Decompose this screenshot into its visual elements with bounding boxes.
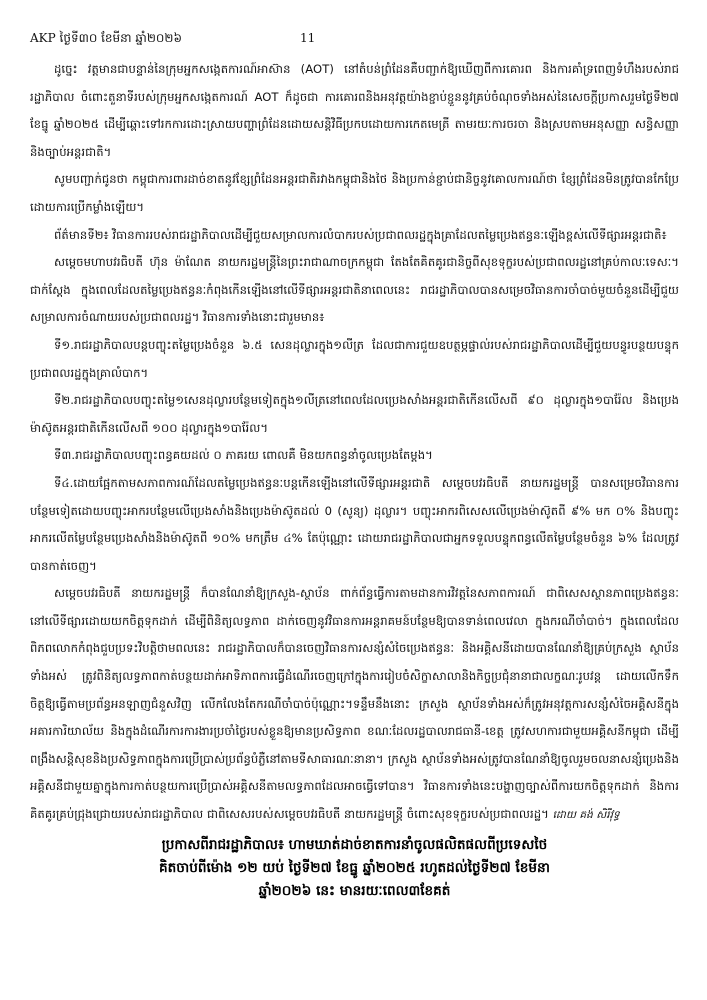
header-date: AKP ថ្ងៃទី៣០ ខែមីនា ឆ្នាំ២០២៦ [30, 31, 182, 45]
paragraph-aot-conclusion: ដូច្នេះ វត្តមានជាបន្ទាន់នៃក្រុមអ្នកសង្កេតការណ៍អាស៊ាន (AOT) នៅតំបន់ព្រំដែនគឺបញ្ជាក់ឱ្យឃើញពីការគោរព និងការគាំទ្រពេញទំហឹងរបស់រាជរដ្ឋាភិបាល ចំពោះតួនាទីរបស់ក្រុមអ្នកសង្កេតការណ៍ AOT ក៏ដូចជា ការគោរពនិងអនុវត្តយ៉ាងខ្ជាប់ខ្ជួននូវគ្រប់ចំណុចទាំងអស់នៃសេចក្តីប្រកាសរួមថ្ងៃទី២៧ ខែធ្នូ ឆ្នាំ២០២៥ ដើម្បីឆ្ពោះទៅរកការដោះស្រាយបញ្ហាព្រំដែនដោយសន្តិវិធីប្រកបដោយការកេតមេត្រី តាមរយៈការចរចា និងស្របតាមអនុសញ្ញា សន្ធិសញ្ញា និងច្បាប់អន្តរជាតិ។ [30, 62, 679, 159]
import-ban-notice [30, 834, 679, 903]
paragraph-energy-saving [30, 580, 679, 829]
paragraph-measure-1: ទី១.រាជរដ្ឋាភិបាលបន្តបញ្ចុះតម្លៃប្រេងចំនួន ៦.៥ សេនដុល្លារក្នុង១លីត្រ ដែលជាការជួយឧបត្ថម្ភផ្ទាល់របស់រាជរដ្ឋាភិបាលដើម្បីជួយបន្ធូរបន្ថយបន្ទុកប្រជាពលរដ្ឋក្នុងគ្រាលំបាក។ [30, 337, 679, 380]
paragraph-measure-2: ទី២.រាជរដ្ឋាភិបាលបញ្ចុះតម្លៃ១សេនដុល្លារបន្ថែមទៀតក្នុង១លីត្រនៅពេលដែលប្រេងសាំងអន្តរជាតិកើនលើសពី ៩០ ដុល្លារក្នុង១បារ៉ែល និងប្រេងម៉ាស៊ូតអន្តរជាតិកើនលើសពី ១០០ ដុល្លារក្នុង១បារ៉ែល។ [30, 393, 679, 435]
page-number: 11 [300, 31, 316, 45]
article-body [30, 56, 679, 830]
paragraph-measure-4: ទី៤.ដោយផ្អែកតាមសភាពការណ៍ដែលតម្លៃប្រេងឥន្ធនៈបន្តកើនឡើងនៅលើទីផ្សារអន្តរជាតិ សម្តេចបវរធិបតី នាយករដ្ឋមន្ត្រី បានសម្រេចវិធានការបន្ថែមទៀតដោយបញ្ចុះអាករបន្ថែមលើប្រេងសាំងនិងប្រេងម៉ាស៊ូតដល់ 0 (សូន្យ) ដុល្លារ។ បញ្ចុះអាករពិសេសលើប្រេងម៉ាស៊ូតពី ៩% មក ០% និងបញ្ចុះអាករលើតម្លៃបន្ថែមប្រេងសាំងនិងម៉ាស៊ូតពី ១០% មកត្រឹម ៤% តែប៉ុណ្ណោះ ដោយរាជរដ្ឋាភិបាលជាអ្នកទទួលបន្ទុកពន្ធលើតម្លៃបន្ថែមចំនួន ៦% ដែលត្រូវបានកាត់ចេញ។ [30, 475, 679, 573]
page-header [30, 30, 679, 52]
paragraph-border-principle: សូមបញ្ជាក់ជូនថា កម្ពុជាការពារដាច់ខាតនូវខ្សែព្រំដែនអន្តរជាតិរវាងកម្ពុជានិងថៃ និងប្រកាន់ខ្ជាប់ជានិច្ចនូវគោលការណ៍ថា ខ្សែព្រំដែនមិនត្រូវបានកែប្រែដោយការប្រើកម្លាំងឡើយ។ [30, 172, 679, 214]
paragraph-prime-minister-measures: សម្តេចមហាបវរធិបតី ហ៊ុន ម៉ាណែត នាយករដ្ឋមន្ត្រីនៃព្រះរាជាណាចក្រកម្ពុជា តែងតែគិតគូរជានិច្ចពីសុខទុក្ខរបស់ប្រជាពលរដ្ឋនៅគ្រប់កាលៈទេសៈ។ ជាក់ស្តែង ក្នុងពេលដែលតម្លៃប្រេងឥន្ធនៈកំពុងកើនឡើងនៅលើទីផ្សារអន្តរជាតិនាពេលនេះ រាជរដ្ឋាភិបាលបានសម្រេចវិធានការចាំបាច់មួយចំនួនដើម្បីជួយសម្រាលការចំណាយរបស់ប្រជាពលរដ្ឋ។ វិធានការទាំងនោះជារួមមាន៖ [30, 255, 679, 325]
notice-line-2: គិតចាប់ពីម៉ោង ១២ យប់ ថ្ងៃទី២៧ ខែធ្នូ ឆ្នាំ២០២៥ រហូតដល់ថ្ងៃទី២៧ ខែមីនា [159, 859, 550, 876]
notice-line-1: ប្រកាសពីរាជរដ្ឋាភិបាល៖ ហាមឃាត់ដាច់ខាតការនាំចូលផលិតផលពីប្រទេសថៃ [161, 836, 548, 853]
notice-line-3: ឆ្នាំ២០២៦ នេះ មានរយៈពេល៣ខែគត់ [258, 882, 451, 899]
paragraph-measure-3: ទី៣.រាជរដ្ឋាភិបាលបញ្ចុះពន្ធគយដល់ ០ ភាគរយ ពោលគឺ មិនយកពន្ធនាំចូលប្រេងតែម្តង។ [54, 448, 433, 463]
paragraph-news-2-heading: ព័ត៌មានទី២៖ វិធានការរបស់រាជរដ្ឋាភិបាលដើម្បីជួយសម្រាលការលំបាករបស់ប្រជាពលរដ្ឋក្នុងគ្រាដែលតម្លៃប្រេងឥន្ធនៈឡើងខ្ពស់លើទីផ្សារអន្តរជាតិ៖ [54, 227, 667, 242]
byline: ដោយ គង់ សិរីវុទ្ធ [552, 809, 620, 822]
paragraph-energy-saving-text: សម្តេចបវរធិបតី នាយករដ្ឋមន្ត្រី ក៏បានណែនាំឱ្យក្រសួង-ស្ថាប័ន ពាក់ព័ន្ធធ្វើការតាមដានការវិវត្តនៃសភាពការណ៍ ជាពិសេសស្ថានភាពប្រេងឥន្ធនៈនៅលើទីផ្សារដោយយកចិត្តទុកដាក់ ដើម្បីពិនិត្យលទ្ធភាព ដាក់ចេញនូវវិធានការអន្តរាគមន៍បន្ថែមឱ្យបានទាន់ពេលវេលា ក្នុងករណីចាំបាច់។ ក្នុងពេលដែលពិភពលោកកំពុងជួបប្រទះវិបត្តិថាមពលនេះ រាជរដ្ឋាភិបាលក៏បានចេញវិធានការសន្សំសំចៃប្រេងឥន្ធនៈ និងអគ្គិសនីដោយបានណែនាំឱ្យគ្រប់ក្រសួង ស្ថាប័នទាំងអស់ ត្រូវពិនិត្យលទ្ធភាពកាត់បន្ថយដាក់អាទិភាពការធ្វើដំណើរចេញក្រៅក្នុងការរៀបចំសិក្ខាសាលានិងកិច្ចប្រជុំនានាជាលក្ខណៈរូបវន្ត ដោយលើកទឹកចិត្តឱ្យធ្វើតាមប្រព័ន្ធអនឡាញជំនួសវិញ លើកលែងតែករណីចាំបាច់ប៉ុណ្ណោះ។ទន្ទឹមនឹងនោះ ក្រសួង ស្ថាប័នទាំងអស់ក៏ត្រូវអនុវត្តការសន្សំសំចៃអគ្គិសនីក្នុងអគារការិយាល័យ និងក្នុងដំណើរការការងារប្រចាំថ្ងៃរបស់ខ្លួនឱ្យមានប្រសិទ្ធភាព ខណៈដែលរដ្ឋបាលរាជធានី-ខេត្ត ត្រូវសហការជាមួយអគ្គិសនីកម្ពុជា ដើម្បីពង្រឹងសន្តិសុខនិងប្រសិទ្ធភាពក្នុងការប្រើប្រាស់ប្រព័ន្ធបំភ្លឺនៅតាមទីសាធារណៈនានា។ ក្រសួង ស្ថាប័នទាំងអស់ត្រូវបានណែនាំឱ្យចូលរួមចលនាសន្សំប្រេងនិងអគ្គិសនីជាមួយគ្នាក្នុងការកាត់បន្ថយការប្រើប្រាស់អគ្គិសនីតាមលទ្ធភាពដែលអាចធ្វើទៅបាន។ វិធានការទាំងនេះបង្ហាញច្បាស់ពីការយកចិត្តទុកដាក់ និងការគិតគូរគ្រប់ជ្រុងជ្រោយរបស់រាជរដ្ឋាភិបាល ជាពិសេសរបស់សម្តេចបវរធិបតី នាយករដ្ឋមន្ត្រី ចំពោះសុខទុក្ខរបស់ប្រជាពលរដ្ឋ។ [30, 586, 679, 822]
